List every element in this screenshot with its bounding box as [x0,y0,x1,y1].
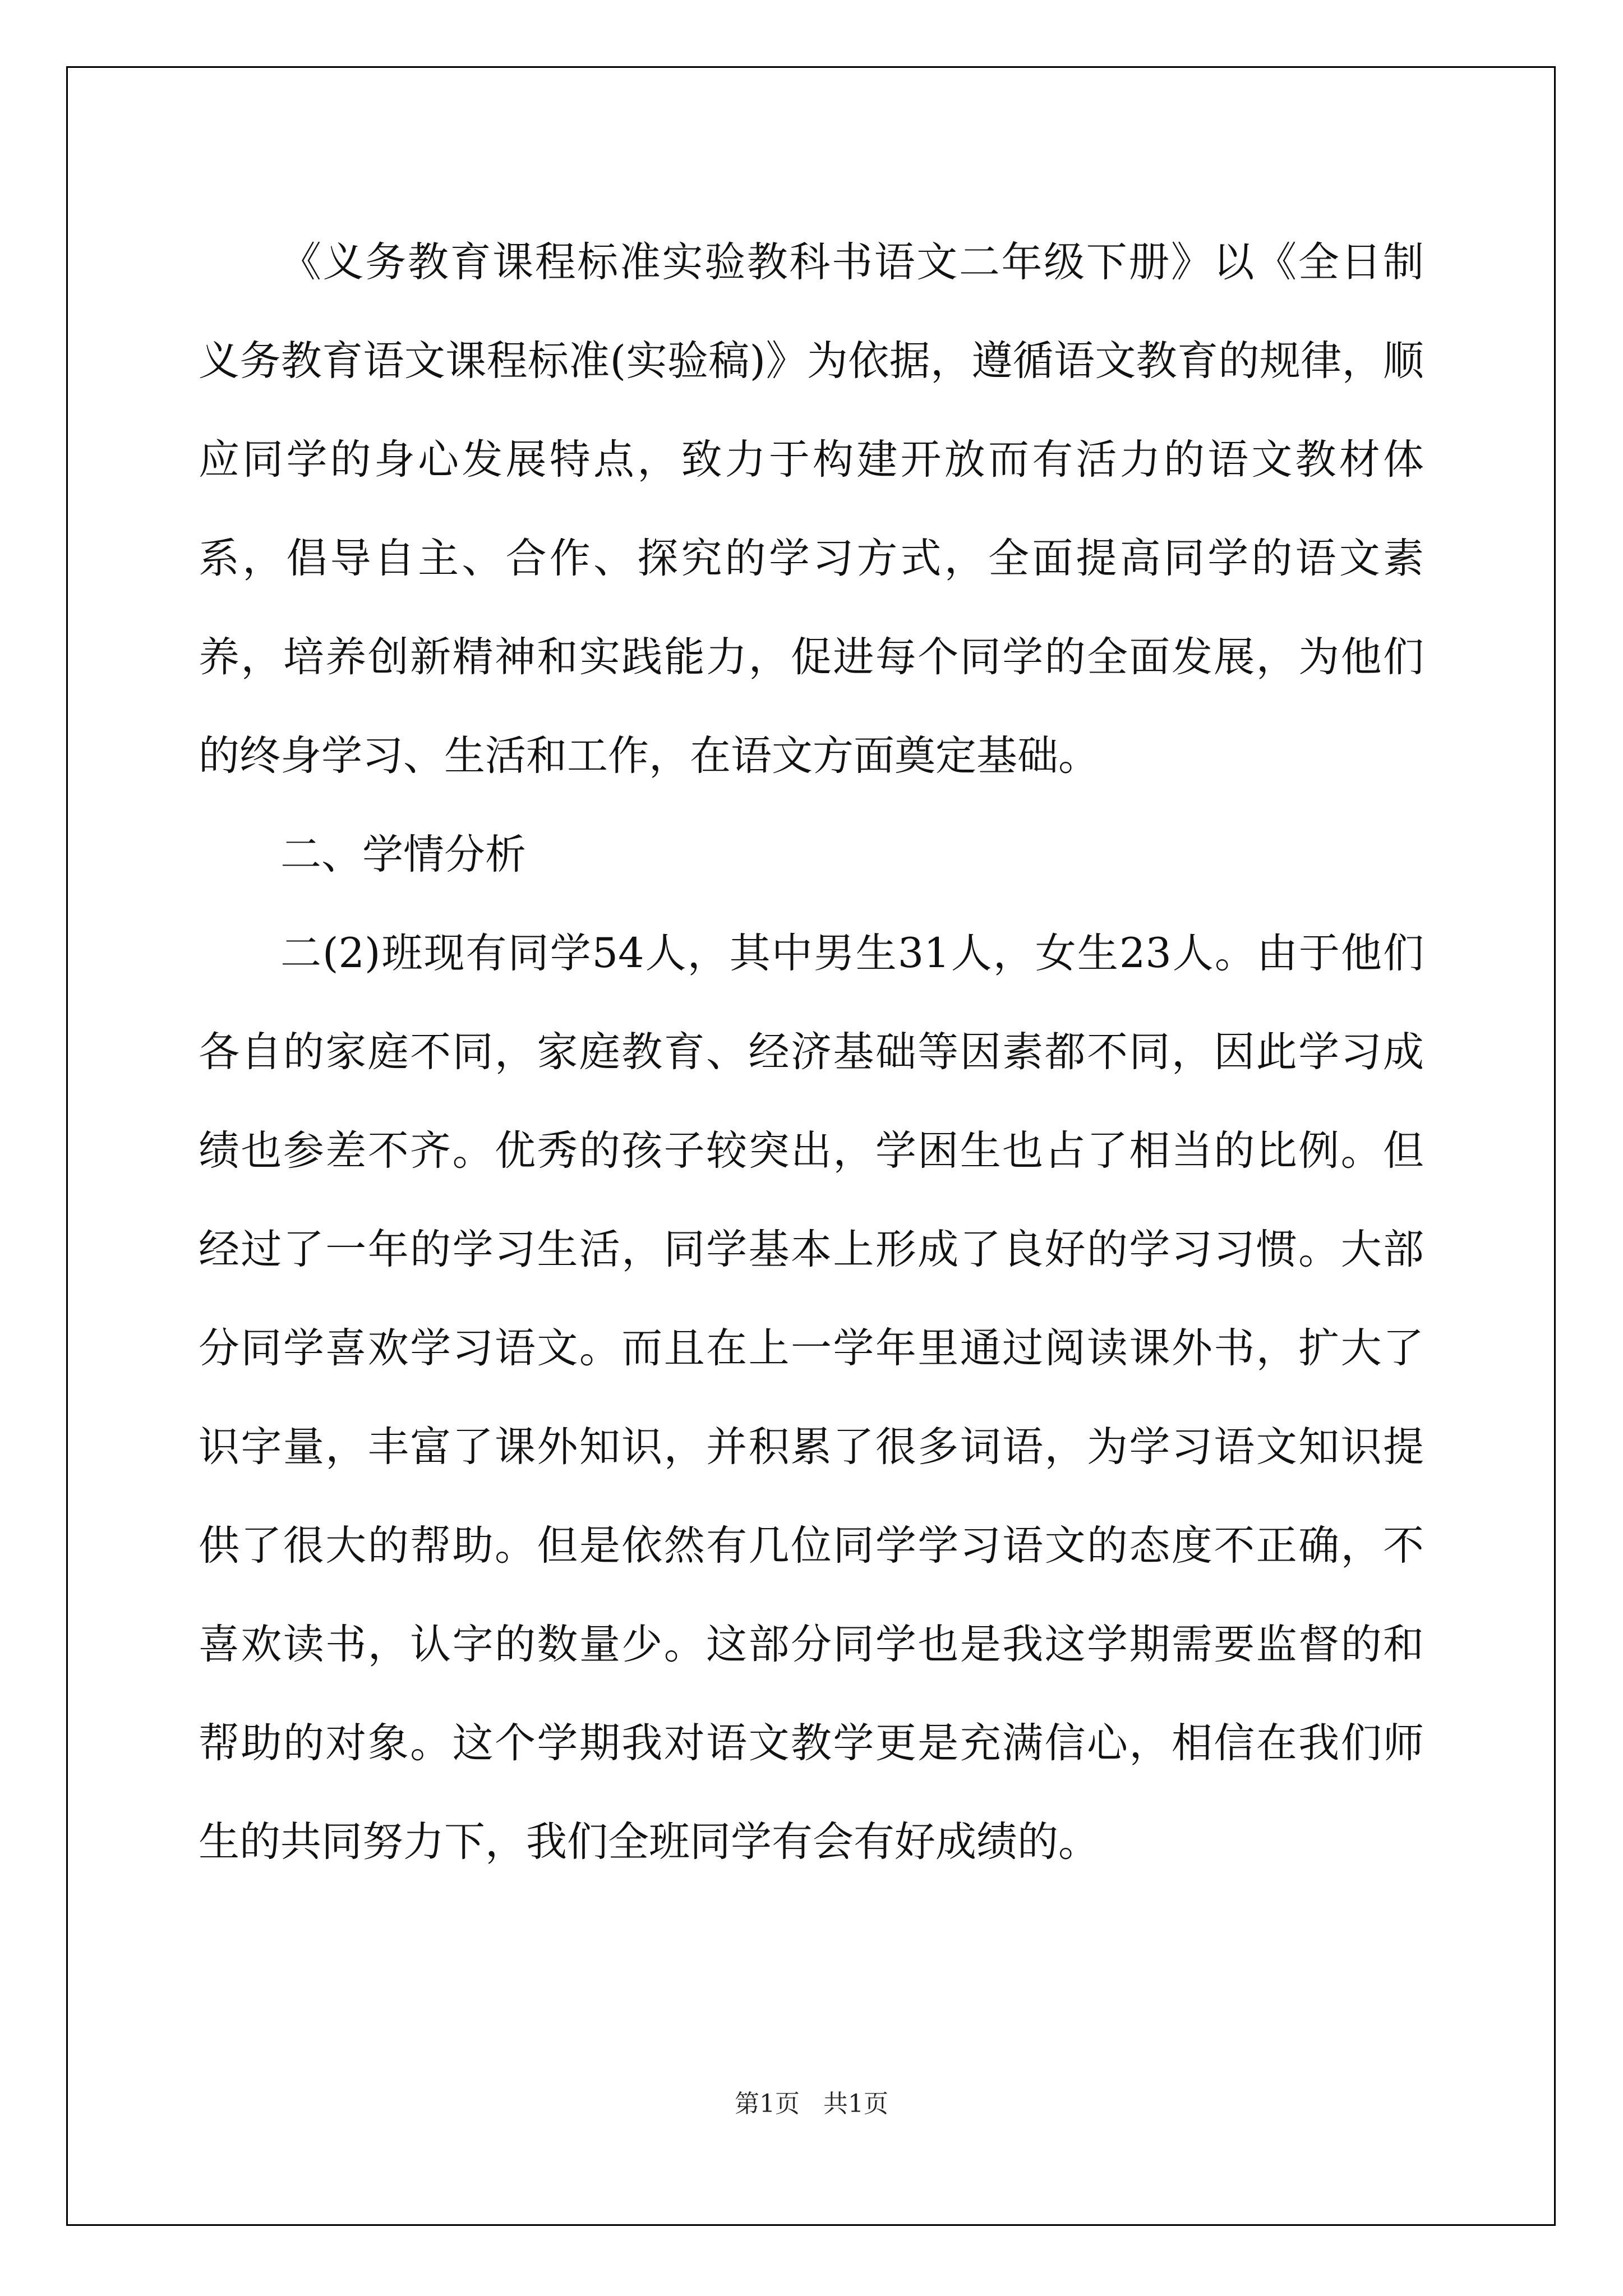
learning-analysis-paragraph: 二(2)班现有同学54人，其中男生31人，女生23人。由于他们各自的家庭不同，家庭教育、经济基础等因素都不同，因此学习成绩也参差不齐。优秀的孩子较突出，学困生也占了相当的比例。但经过了一年的学习生活，同学基本上形成了良好的学习习惯。大部分同学喜欢学习语文。而且在上一学年里通过阅读课外书，扩大了识字量，丰富了课外知识，并积累了很多词语，为学习语文知识提供了很大的帮助。但是依然有几位同学学习语文的态度不正确，不喜欢读书，认字的数量少。这部分同学也是我这学期需要监督的和帮助的对象。这个学期我对语文教学更是充满信心，相信在我们师生的共同努力下，我们全班同学有会有好成绩的。 [199,930,1424,1866]
page-number-footer: 第1页 共1页 [735,2090,888,2118]
document-body [199,213,1424,1892]
section-heading-learning-analysis: 二、学情分析 [280,831,526,878]
intro-paragraph: 《义务教育课程标准实验教科书语文二年级下册》以《全日制义务教育语文课程标准(实验稿)》为依据，遵循语文教育的规律，顺应同学的身心发展特点，致力于构建开放而有活力的语文教材体系，倡导自主、合作、探究的学习方式，全面提高同学的语文素养，培养创新精神和实践能力，促进每个同学的全面发展，为他们的终身学习、生活和工作，在语文方面奠定基础。 [199,238,1424,780]
